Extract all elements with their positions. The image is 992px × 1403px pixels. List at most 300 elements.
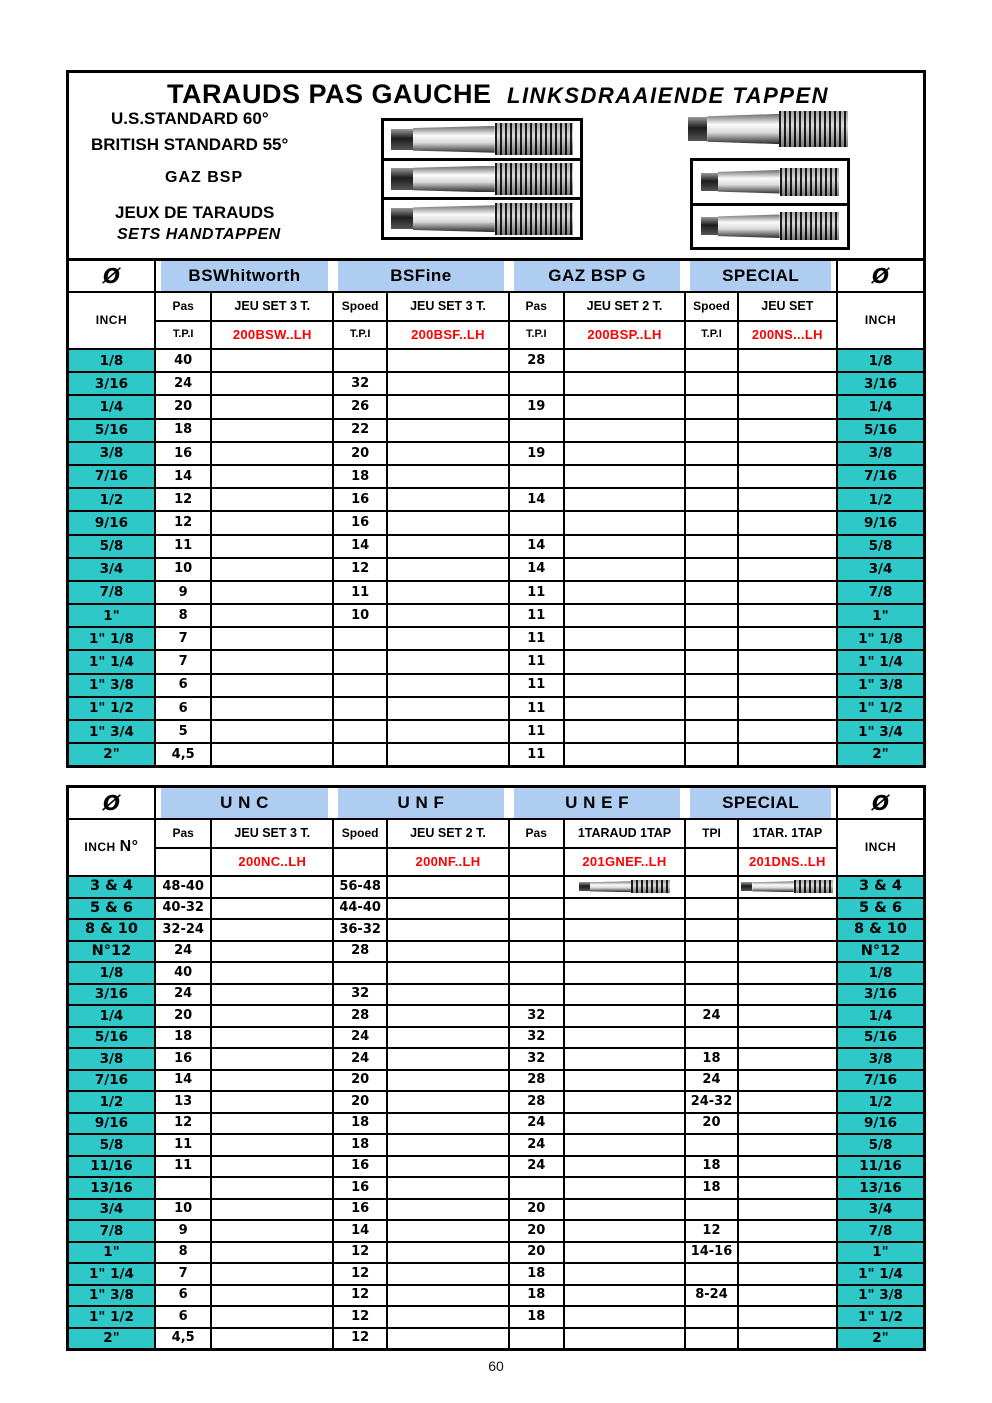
- group-bsfine: [333, 260, 509, 293]
- value-cell: 14: [155, 465, 212, 488]
- sets-handtappen-label: SETS HANDTAPPEN: [117, 226, 281, 243]
- no-label: N°: [119, 838, 139, 856]
- value-cell: [509, 372, 564, 395]
- value-cell: 4,5: [155, 743, 212, 766]
- value-cell: 7: [155, 1263, 212, 1285]
- tap-shank: [701, 173, 718, 191]
- table-bsw-bsf-gaz-special: [66, 258, 926, 768]
- tpi-header: T.P.I: [155, 321, 212, 349]
- value-cell: [211, 1285, 333, 1307]
- value-cell: [738, 1220, 837, 1242]
- value-cell: [738, 720, 837, 743]
- value-cell: [211, 697, 333, 720]
- diameter-symbol: Ø: [68, 260, 155, 293]
- jeu-set-header: JEU SET 3 T.: [211, 819, 333, 848]
- code-header-row: [68, 321, 925, 349]
- value-cell: [685, 1263, 737, 1285]
- tap-image: [701, 168, 839, 196]
- value-cell: 12: [333, 558, 387, 581]
- size-cell: 13/16: [837, 1177, 924, 1199]
- value-cell: [738, 1134, 837, 1156]
- size-cell: 3/8: [68, 442, 155, 465]
- value-cell: [685, 581, 737, 604]
- value-cell: [564, 674, 686, 697]
- size-cell: 9/16: [68, 511, 155, 534]
- size-cell: 1/2: [68, 1091, 155, 1113]
- tpi-header: [685, 848, 737, 876]
- group-bswhitworth: [155, 260, 333, 293]
- value-cell: 14: [155, 1070, 212, 1092]
- tap-image: [391, 203, 573, 235]
- value-cell: 10: [333, 604, 387, 627]
- header-box: [66, 70, 926, 258]
- tap-image: [391, 123, 573, 155]
- value-cell: [333, 349, 387, 372]
- tap-shank: [688, 117, 707, 141]
- value-cell: [387, 941, 509, 963]
- group-special: [685, 260, 837, 293]
- value-cell: [211, 1027, 333, 1049]
- table-row: [68, 898, 925, 920]
- value-cell: 11: [509, 627, 564, 650]
- inch-label: INCH: [837, 819, 924, 876]
- value-cell: [211, 558, 333, 581]
- size-cell: 1/4: [837, 1005, 924, 1027]
- value-cell: [211, 627, 333, 650]
- value-cell: 24: [509, 1134, 564, 1156]
- size-cell: 1/4: [837, 395, 924, 418]
- order-code: 200NS...LH: [738, 321, 837, 349]
- table1-header: [68, 260, 925, 350]
- value-cell: 24-32: [685, 1091, 737, 1113]
- jeux-de-tarauds-label: JEUX DE TARAUDS: [115, 203, 275, 222]
- size-cell: 5/16: [68, 1027, 155, 1049]
- value-cell: 16: [155, 442, 212, 465]
- value-cell: [685, 720, 737, 743]
- table-row: [68, 419, 925, 442]
- size-cell: 1/4: [68, 1005, 155, 1027]
- value-cell: 24: [155, 984, 212, 1006]
- value-cell: [211, 604, 333, 627]
- value-cell: 18: [509, 1263, 564, 1285]
- table-row: [68, 720, 925, 743]
- size-cell: 1" 1/2: [837, 1306, 924, 1328]
- value-cell: [685, 697, 737, 720]
- order-code: 200NF..LH: [387, 848, 509, 876]
- size-cell: N°12: [68, 941, 155, 963]
- value-cell: [685, 743, 737, 766]
- value-cell: [333, 627, 387, 650]
- value-cell: 12: [155, 488, 212, 511]
- tap-thread: [780, 212, 839, 240]
- value-cell: [387, 558, 509, 581]
- table-row: [68, 1048, 925, 1070]
- value-cell: [387, 1134, 509, 1156]
- size-cell: 7/8: [68, 1220, 155, 1242]
- value-cell: [387, 1113, 509, 1135]
- tap-image: [688, 111, 848, 147]
- value-cell: [564, 1156, 686, 1178]
- value-cell: [564, 372, 686, 395]
- value-cell: [564, 876, 686, 898]
- table-row: [68, 941, 925, 963]
- value-cell: 20: [333, 442, 387, 465]
- table-row: [68, 1177, 925, 1199]
- value-cell: [685, 511, 737, 534]
- gaz-bsp-label: GAZ BSP: [165, 169, 244, 186]
- value-cell: [738, 743, 837, 766]
- tap-image: [579, 880, 671, 893]
- size-cell: 7/8: [837, 581, 924, 604]
- value-cell: 7: [155, 627, 212, 650]
- table-row: [68, 1328, 925, 1350]
- order-code: 200BSP..LH: [564, 321, 686, 349]
- jeu-set-header: JEU SET 3 T.: [387, 292, 509, 321]
- value-cell: [685, 650, 737, 673]
- pas-header: Pas: [509, 819, 564, 848]
- group-header-row: [68, 260, 925, 293]
- diameter-symbol: Ø: [68, 787, 155, 820]
- table-row: [68, 1134, 925, 1156]
- value-cell: [333, 962, 387, 984]
- value-cell: [509, 941, 564, 963]
- size-cell: 9/16: [837, 1113, 924, 1135]
- value-cell: 16: [333, 1156, 387, 1178]
- value-cell: [738, 1113, 837, 1135]
- value-cell: 18: [155, 1027, 212, 1049]
- spoed-header: Spoed: [333, 292, 387, 321]
- size-cell: 3/8: [68, 1048, 155, 1070]
- value-cell: [564, 720, 686, 743]
- value-cell: [211, 941, 333, 963]
- value-cell: 16: [333, 488, 387, 511]
- value-cell: [685, 919, 737, 941]
- value-cell: [564, 1220, 686, 1242]
- size-cell: 3/16: [68, 984, 155, 1006]
- value-cell: [509, 419, 564, 442]
- tpi-header: [509, 848, 564, 876]
- value-cell: [738, 962, 837, 984]
- value-cell: 12: [333, 1306, 387, 1328]
- value-cell: [387, 1156, 509, 1178]
- tpi-header: [155, 848, 212, 876]
- value-cell: 28: [509, 1070, 564, 1092]
- size-cell: 5/8: [68, 535, 155, 558]
- tap-shank: [701, 217, 718, 235]
- size-cell: 5 & 6: [837, 898, 924, 920]
- value-cell: [564, 442, 686, 465]
- value-cell: [738, 898, 837, 920]
- value-cell: [211, 876, 333, 898]
- tpi-header: T.P.I: [509, 321, 564, 349]
- table-unc-unf-unef-special: [66, 785, 926, 1351]
- value-cell: [738, 372, 837, 395]
- value-cell: 11: [509, 697, 564, 720]
- value-cell: [738, 1306, 837, 1328]
- size-cell: 8 & 10: [68, 919, 155, 941]
- value-cell: [387, 511, 509, 534]
- value-cell: [387, 535, 509, 558]
- table-row: [68, 650, 925, 673]
- value-cell: [211, 442, 333, 465]
- size-cell: 1/2: [837, 1091, 924, 1113]
- value-cell: [738, 1091, 837, 1113]
- group-gaz-bsp: [509, 260, 686, 293]
- tap-thread: [779, 111, 848, 147]
- value-cell: [564, 1263, 686, 1285]
- value-cell: [564, 558, 686, 581]
- value-cell: [685, 627, 737, 650]
- size-cell: 7/16: [837, 465, 924, 488]
- value-cell: 11: [155, 1156, 212, 1178]
- inch-no-label: [68, 819, 155, 876]
- value-cell: 28: [333, 941, 387, 963]
- size-cell: 1/2: [837, 488, 924, 511]
- value-cell: [738, 535, 837, 558]
- value-cell: [685, 349, 737, 372]
- value-cell: [564, 1177, 686, 1199]
- value-cell: 12: [685, 1220, 737, 1242]
- table-row: [68, 488, 925, 511]
- size-cell: 1" 1/2: [68, 1306, 155, 1328]
- size-cell: 2": [68, 1328, 155, 1350]
- value-cell: [211, 743, 333, 766]
- value-cell: [685, 898, 737, 920]
- group-unf: [333, 787, 509, 820]
- value-cell: [685, 876, 737, 898]
- value-cell: [564, 488, 686, 511]
- tap-body: [718, 170, 780, 194]
- table-row: [68, 1156, 925, 1178]
- value-cell: 12: [155, 1113, 212, 1135]
- size-cell: 13/16: [68, 1177, 155, 1199]
- value-cell: [211, 898, 333, 920]
- value-cell: 10: [155, 1199, 212, 1221]
- value-cell: [211, 1242, 333, 1264]
- value-cell: [509, 984, 564, 1006]
- size-cell: 2": [837, 1328, 924, 1350]
- value-cell: [685, 395, 737, 418]
- size-cell: 1" 1/8: [837, 627, 924, 650]
- table-row: [68, 627, 925, 650]
- value-cell: [564, 1328, 686, 1350]
- value-cell: [564, 1048, 686, 1070]
- diameter-symbol: Ø: [837, 260, 924, 293]
- value-cell: 14-16: [685, 1242, 737, 1264]
- tap-thread: [495, 163, 573, 195]
- table-row: [68, 876, 925, 898]
- value-cell: [564, 1091, 686, 1113]
- size-cell: 3/8: [837, 1048, 924, 1070]
- value-cell: [564, 898, 686, 920]
- value-cell: [509, 962, 564, 984]
- tap-shank: [391, 208, 413, 229]
- value-cell: [564, 1285, 686, 1307]
- value-cell: [738, 1070, 837, 1092]
- page-number: 60: [488, 1358, 504, 1374]
- group-label: U N F: [338, 788, 504, 818]
- value-cell: [387, 1263, 509, 1285]
- tap-image: [391, 163, 573, 195]
- value-cell: [738, 1005, 837, 1027]
- value-cell: [211, 650, 333, 673]
- value-cell: 12: [155, 511, 212, 534]
- value-cell: 8: [155, 604, 212, 627]
- size-cell: 1": [837, 604, 924, 627]
- value-cell: [509, 1177, 564, 1199]
- value-cell: [211, 1113, 333, 1135]
- value-cell: 4,5: [155, 1328, 212, 1350]
- value-cell: [509, 898, 564, 920]
- table-row: [68, 1091, 925, 1113]
- value-cell: 40: [155, 962, 212, 984]
- value-cell: 22: [333, 419, 387, 442]
- value-cell: [387, 1285, 509, 1307]
- value-cell: [211, 1070, 333, 1092]
- code-header-row: [68, 848, 925, 876]
- value-cell: [738, 697, 837, 720]
- table-row: [68, 1199, 925, 1221]
- value-cell: [387, 395, 509, 418]
- value-cell: [387, 1242, 509, 1264]
- value-cell: 14: [509, 488, 564, 511]
- tap-photo-row: [384, 121, 580, 161]
- tap-photo-row: [384, 161, 580, 201]
- value-cell: 9: [155, 1220, 212, 1242]
- value-cell: [564, 395, 686, 418]
- sub-header-row: [68, 819, 925, 848]
- value-cell: 12: [333, 1285, 387, 1307]
- standard-us-label: U.S.STANDARD 60°: [111, 109, 269, 128]
- value-cell: 32: [333, 984, 387, 1006]
- group-label: SPECIAL: [690, 261, 831, 291]
- table-row: [68, 1027, 925, 1049]
- value-cell: [685, 1134, 737, 1156]
- size-cell: 9/16: [837, 511, 924, 534]
- value-cell: [564, 604, 686, 627]
- value-cell: [509, 465, 564, 488]
- value-cell: 18: [333, 1134, 387, 1156]
- value-cell: 6: [155, 697, 212, 720]
- jeu-set-header: JEU SET 3 T.: [211, 292, 333, 321]
- table-row: [68, 743, 925, 766]
- value-cell: 14: [509, 535, 564, 558]
- value-cell: [211, 720, 333, 743]
- value-cell: [333, 650, 387, 673]
- value-cell: 20: [509, 1242, 564, 1264]
- value-cell: 14: [509, 558, 564, 581]
- inch-label: INCH: [68, 292, 155, 349]
- value-cell: 16: [333, 1199, 387, 1221]
- size-cell: 2": [837, 743, 924, 766]
- group-special: [685, 787, 837, 820]
- value-cell: 24: [155, 372, 212, 395]
- value-cell: 6: [155, 1285, 212, 1307]
- table-row: [68, 1263, 925, 1285]
- value-cell: [685, 372, 737, 395]
- value-cell: [738, 511, 837, 534]
- size-cell: 5 & 6: [68, 898, 155, 920]
- table-row: [68, 1285, 925, 1307]
- value-cell: [685, 962, 737, 984]
- value-cell: 18: [155, 419, 212, 442]
- tap-photo-row: [693, 206, 847, 248]
- value-cell: [738, 674, 837, 697]
- value-cell: [387, 1027, 509, 1049]
- group-label: GAZ BSP G: [514, 261, 681, 291]
- value-cell: [738, 941, 837, 963]
- tap-pair-photo-frame: [690, 158, 850, 250]
- size-cell: 1" 3/4: [837, 720, 924, 743]
- value-cell: 6: [155, 674, 212, 697]
- value-cell: [211, 1199, 333, 1221]
- value-cell: 14: [333, 535, 387, 558]
- value-cell: 32: [509, 1005, 564, 1027]
- value-cell: [509, 511, 564, 534]
- table-row: [68, 442, 925, 465]
- size-cell: 2": [68, 743, 155, 766]
- table-row: [68, 674, 925, 697]
- size-cell: 3/4: [68, 1199, 155, 1221]
- size-cell: 7/16: [68, 1070, 155, 1092]
- tpi-header: TPI: [685, 819, 737, 848]
- value-cell: 40: [155, 349, 212, 372]
- value-cell: 48-40: [155, 876, 212, 898]
- value-cell: [685, 465, 737, 488]
- value-cell: 18: [685, 1177, 737, 1199]
- table-row: [68, 1220, 925, 1242]
- value-cell: [738, 1027, 837, 1049]
- table-row: [68, 535, 925, 558]
- value-cell: 24: [155, 941, 212, 963]
- value-cell: [211, 1263, 333, 1285]
- value-cell: [387, 627, 509, 650]
- value-cell: 20: [509, 1199, 564, 1221]
- value-cell: 32: [333, 372, 387, 395]
- value-cell: [211, 1091, 333, 1113]
- value-cell: [738, 984, 837, 1006]
- table-row: [68, 604, 925, 627]
- standard-british-label: BRITISH STANDARD 55°: [91, 135, 289, 154]
- table2-header: [68, 787, 925, 877]
- value-cell: [211, 1048, 333, 1070]
- value-cell: 24: [685, 1005, 737, 1027]
- value-cell: 24: [685, 1070, 737, 1092]
- size-cell: 1" 1/8: [68, 627, 155, 650]
- table-row: [68, 1005, 925, 1027]
- value-cell: 16: [333, 1177, 387, 1199]
- value-cell: [685, 1199, 737, 1221]
- value-cell: 10: [155, 558, 212, 581]
- value-cell: 11: [509, 650, 564, 673]
- value-cell: [387, 488, 509, 511]
- value-cell: 12: [333, 1328, 387, 1350]
- value-cell: 18: [685, 1156, 737, 1178]
- value-cell: 24: [333, 1027, 387, 1049]
- size-cell: 1/2: [68, 488, 155, 511]
- value-cell: [387, 1005, 509, 1027]
- tpi-header: T.P.I: [333, 321, 387, 349]
- value-cell: [738, 1242, 837, 1264]
- page-title: TARAUDS PAS GAUCHE: [167, 79, 492, 109]
- value-cell: 11: [333, 581, 387, 604]
- value-cell: [211, 1306, 333, 1328]
- order-code: 200BSW..LH: [211, 321, 333, 349]
- tpi-header: T.P.I: [685, 321, 737, 349]
- value-cell: [387, 1328, 509, 1350]
- table-row: [68, 372, 925, 395]
- value-cell: [564, 581, 686, 604]
